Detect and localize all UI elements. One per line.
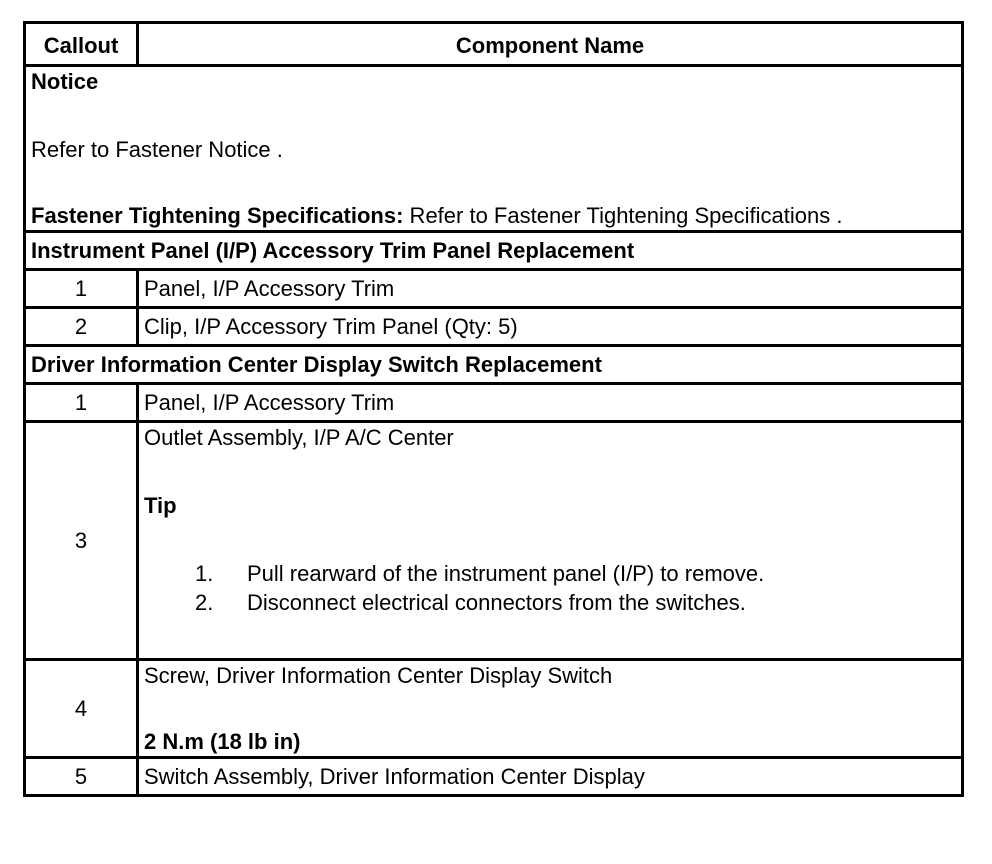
header-component-name: Component Name <box>138 23 963 66</box>
header-callout: Callout <box>25 23 138 66</box>
table-row <box>25 422 963 660</box>
component-name: Screw, Driver Information Center Display Switch <box>144 663 613 688</box>
callout-cell: 2 <box>25 308 138 346</box>
table-row <box>25 384 963 422</box>
component-name-cell <box>138 660 963 758</box>
component-name-cell: Panel, I/P Accessory Trim <box>138 270 963 308</box>
table-row <box>25 270 963 308</box>
callout-cell: 1 <box>25 384 138 422</box>
table-row <box>25 758 963 796</box>
notice-cell <box>25 66 963 232</box>
step-text: Pull rearward of the instrument panel (I/P) to remove. <box>247 561 765 586</box>
torque-spec: 2 N.m (18 lb in) <box>144 729 301 754</box>
tip-steps <box>144 559 956 617</box>
table-header-row <box>25 23 963 66</box>
step-number: 2. <box>195 590 214 615</box>
table-row <box>25 308 963 346</box>
callout-cell: 4 <box>25 660 138 758</box>
section-title-dic-switch: Driver Information Center Display Switch Replacement <box>25 346 963 384</box>
component-name: Outlet Assembly, I/P A/C Center <box>144 425 454 450</box>
callout-cell: 1 <box>25 270 138 308</box>
tip-step <box>195 588 956 617</box>
component-table <box>23 21 964 797</box>
notice-row <box>25 66 963 232</box>
section-heading-row <box>25 232 963 270</box>
step-text: Disconnect electrical connectors from the switches. <box>247 590 746 615</box>
component-name-cell <box>138 422 963 660</box>
table-row <box>25 660 963 758</box>
section-title-ip-accessory-trim: Instrument Panel (I/P) Accessory Trim Panel Replacement <box>25 232 963 270</box>
tip-step <box>195 559 956 588</box>
fastener-spec-label: Fastener Tightening Specifications: <box>31 203 404 228</box>
callout-cell: 5 <box>25 758 138 796</box>
callout-cell: 3 <box>25 422 138 660</box>
section-heading-row <box>25 346 963 384</box>
step-number: 1. <box>195 561 214 586</box>
component-name-cell: Panel, I/P Accessory Trim <box>138 384 963 422</box>
fastener-spec-text: Refer to Fastener Tightening Specifications . <box>403 203 843 228</box>
component-name-cell: Clip, I/P Accessory Trim Panel (Qty: 5) <box>138 308 963 346</box>
notice-text: Refer to Fastener Notice . <box>31 137 283 162</box>
component-name-cell: Switch Assembly, Driver Information Center Display <box>138 758 963 796</box>
tip-title: Tip <box>144 493 177 518</box>
notice-title: Notice <box>31 69 99 94</box>
fastener-spec <box>31 201 956 230</box>
